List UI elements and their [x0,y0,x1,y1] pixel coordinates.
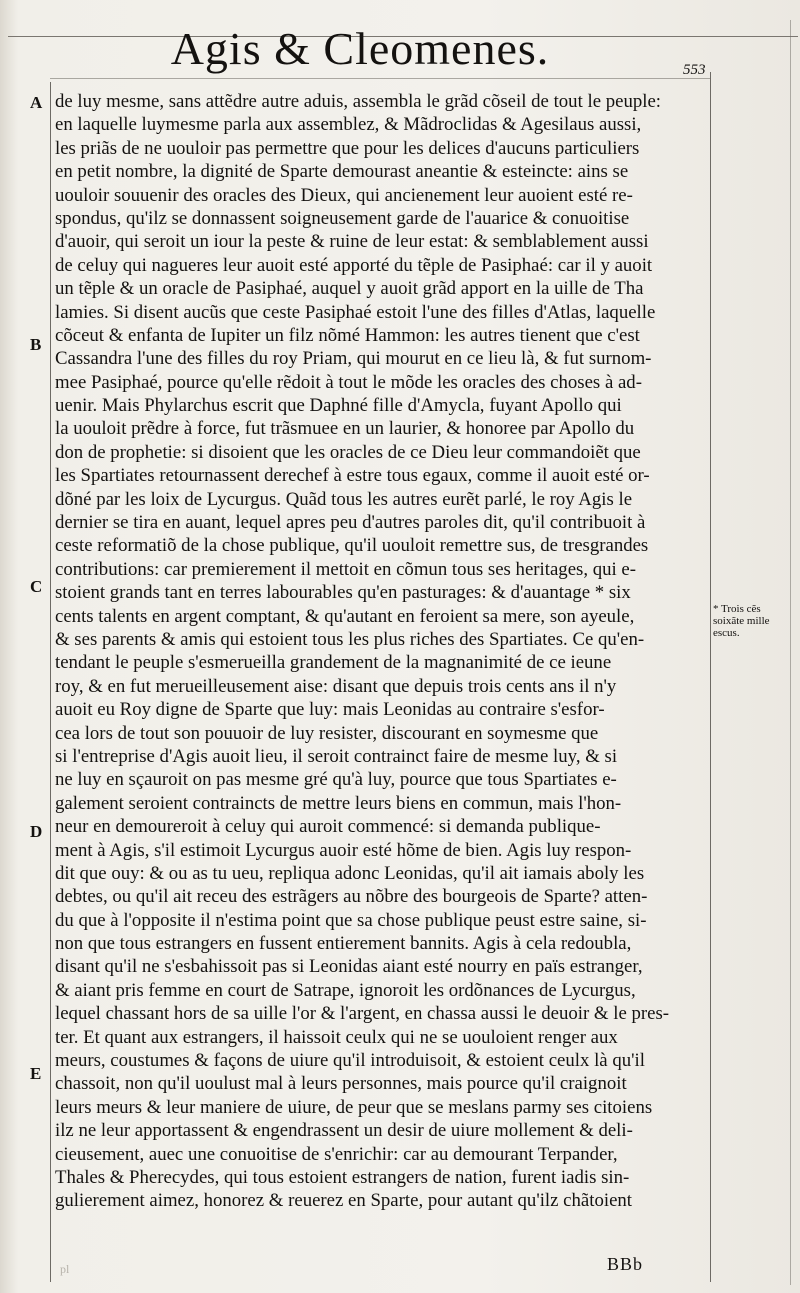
text-line: stoient grands tant en terres labourables qu'en pasturages: & d'auantage * six [55,582,631,604]
text-line: disant qu'il ne s'esbahissoit pas si Leonidas aiant esté nourry en païs estranger, [55,956,643,978]
text-line: meurs, coustumes & façons de uiure qu'il introduisoit, & estoient ceulx là qu'il [55,1050,645,1072]
text-line: Cassandra l'une des filles du roy Priam, qui mourut en ce lieu là, & fut surnom- [55,348,652,370]
text-line: en petit nombre, la dignité de Sparte demourast aneantie & esteincte: ains se [55,161,629,183]
section-letter-b: B [30,335,42,354]
section-letter-e: E [30,1064,42,1083]
text-line: en laquelle luymesme parla aux assemblez, & Mãdroclidas & Agesilaus aussi, [55,114,642,136]
text-line: chassoit, non qu'il uoulust mal à leurs personnes, mais pource qu'il craignoit [55,1073,627,1095]
text-line: gulierement aimez, honorez & reuerez en Sparte, pour autant qu'ilz chãtoient [55,1190,633,1212]
text-line: cents talents en argent comptant, & qu'autant en feroient sa mere, son ayeule, [55,605,635,627]
left-margin-rule [50,82,51,1282]
head-underline [50,78,710,79]
running-head: Agis & Cleomenes. [170,23,550,74]
text-line: spondus, qu'ilz se donnassent soigneusement garde de l'auarice & conuoitise [55,207,630,229]
text-line: galement seroient contraincts de mettre leurs biens en commun, mais l'hon- [55,792,622,814]
right-margin-rule [710,72,711,1282]
text-line: dit que ouy: & ou as tu ueu, repliqua adonc Leonidas, qu'il ait iamais aboly les [55,862,645,884]
text-line: roy, & en fut merueilleusement aise: disant que depuis trois cents ans il n'y [55,675,617,697]
text-line: mee Pasiphaé, pource qu'elle rẽdoit à tout le mõde les oracles des choses à ad- [55,371,642,393]
footer-mark: pl [60,1262,70,1276]
text-line: non que tous estrangers en fussent entierement bannits. Agis à cela redoubla, [55,933,632,955]
section-letter-d: D [30,822,43,841]
text-line: les priãs de ne uouloir pas permettre que pour les delices d'aucuns particuliers [55,137,640,159]
text-line: un tẽple & un oracle de Pasiphaé, auquel y auoit grãd apport en la uille de Tha [55,278,644,300]
text-line: debtes, ou qu'il ait receu des estrãgers au nõbre des bourgeois de Sparte? atten- [55,886,648,908]
text-line: & ses parents & amis qui estoient tous les plus riches des Spartiates. Ce qu'en- [55,628,645,650]
text-line: du que à l'opposite il n'estima point que sa chose publique peust estre saine, si- [55,909,647,931]
text-line: contributions: car premierement il mettoit en cõmun tous ses heritages, qui e- [55,558,637,580]
text-line: cõceut & enfanta de Iupiter un filz nõmé Hammon: les autres tienent que c'est [55,324,640,346]
body-text [55,90,710,1213]
text-line: leurs meurs & leur maniere de uiure, de peur que se meslans parmy ses citoiens [55,1096,653,1118]
page-number: 553 [683,62,706,78]
text-line: de luy mesme, sans attẽdre autre aduis, assembla le grãd cõseil de tout le peuple: [55,91,662,112]
section-letter-c: C [30,577,43,596]
text-line: dõné par les loix de Lycurgus. Quãd tous les autres eurẽt parlé, le roy Agis le [55,488,633,510]
text-line: uenir. Mais Phylarchus escrit que Daphné fille d'Amycla, fuyant Apollo qui [55,395,622,417]
section-letter-a: A [30,93,43,112]
text-line: lequel chassant hors de sa uille l'or & l'argent, en chassa aussi le deuoir & le pres- [55,1003,670,1025]
text-line: dernier se tira en auant, lequel apres peu d'autres paroles dit, qu'il contribuoit à [55,512,646,534]
text-line: tendant le peuple s'esmerueilla grandement de la magnanimité de ce ieune [55,652,612,674]
text-line: si l'entreprise d'Agis auoit lieu, il seroit contrainct faire de mesme luy, & si [55,745,618,767]
text-line: neur en demoureroit à celuy qui auroit commencé: si demanda publique- [55,816,601,838]
marginal-note: * Trois cẽs soixãte mille escus. [713,603,770,639]
text-line: ne luy en sçauroit on pas mesme gré qu'à luy, pource que tous Spartiates e- [55,769,617,791]
text-line: cieusement, auec une conuoitise de s'enrichir: car au demourant Terpander, [55,1143,618,1165]
text-line: cea lors de tout son pouuoir de luy resister, discourant en soymesme que [55,722,599,744]
text-line: ceste reformatiõ de la chose publique, qu'il uouloit remettre sus, de tresgrandes [55,535,649,557]
text-line: auoit eu Roy digne de Sparte que luy: mais Leonidas au contraire s'esfor- [55,699,605,721]
outer-frame-rule [790,20,791,1285]
text-line: ter. Et quant aux estrangers, il haissoit ceulx qui ne se uouloient renger aux [55,1026,618,1048]
text-line: ilz ne leur apportassent & engendrassent un desir de uiure mollement & deli- [55,1120,633,1142]
text-line: d'auoir, qui seroit un iour la peste & ruine de leur estat: & semblablement aussi [55,231,649,253]
text-line: Thales & Pherecydes, qui tous estoient estrangers de nation, furent iadis sin- [55,1166,630,1188]
text-line: & aiant pris femme en court de Satrape, ignoroit les ordõnances de Lycurgus, [55,979,636,1001]
text-line: uouloir souuenir des oracles des Dieux, qui ancienement leur auoient esté re- [55,184,633,206]
text-line: ment à Agis, s'il estimoit Lycurgus auoir esté hõme de bien. Agis luy respon- [55,839,632,861]
text-line: les Spartiates retournassent derechef à estre tous egaux, comme il auoit esté or- [55,465,650,487]
text-line: don de prophetie: si disoient que les oracles de ce Dieu leur commandoiẽt que [55,441,641,463]
text-line: de celuy qui nagueres leur auoit esté apporté du tẽple de Pasiphaé: car il y auoit [55,254,653,276]
text-line: la uouloit prẽdre à force, fut trãsmuee en un laurier, & honoree par Apollo du [55,418,635,440]
text-line: lamies. Si disent aucũs que ceste Pasiphaé estoit l'une des filles d'Atlas, laquelle [55,301,656,323]
signature-mark: BBb [607,1254,644,1274]
